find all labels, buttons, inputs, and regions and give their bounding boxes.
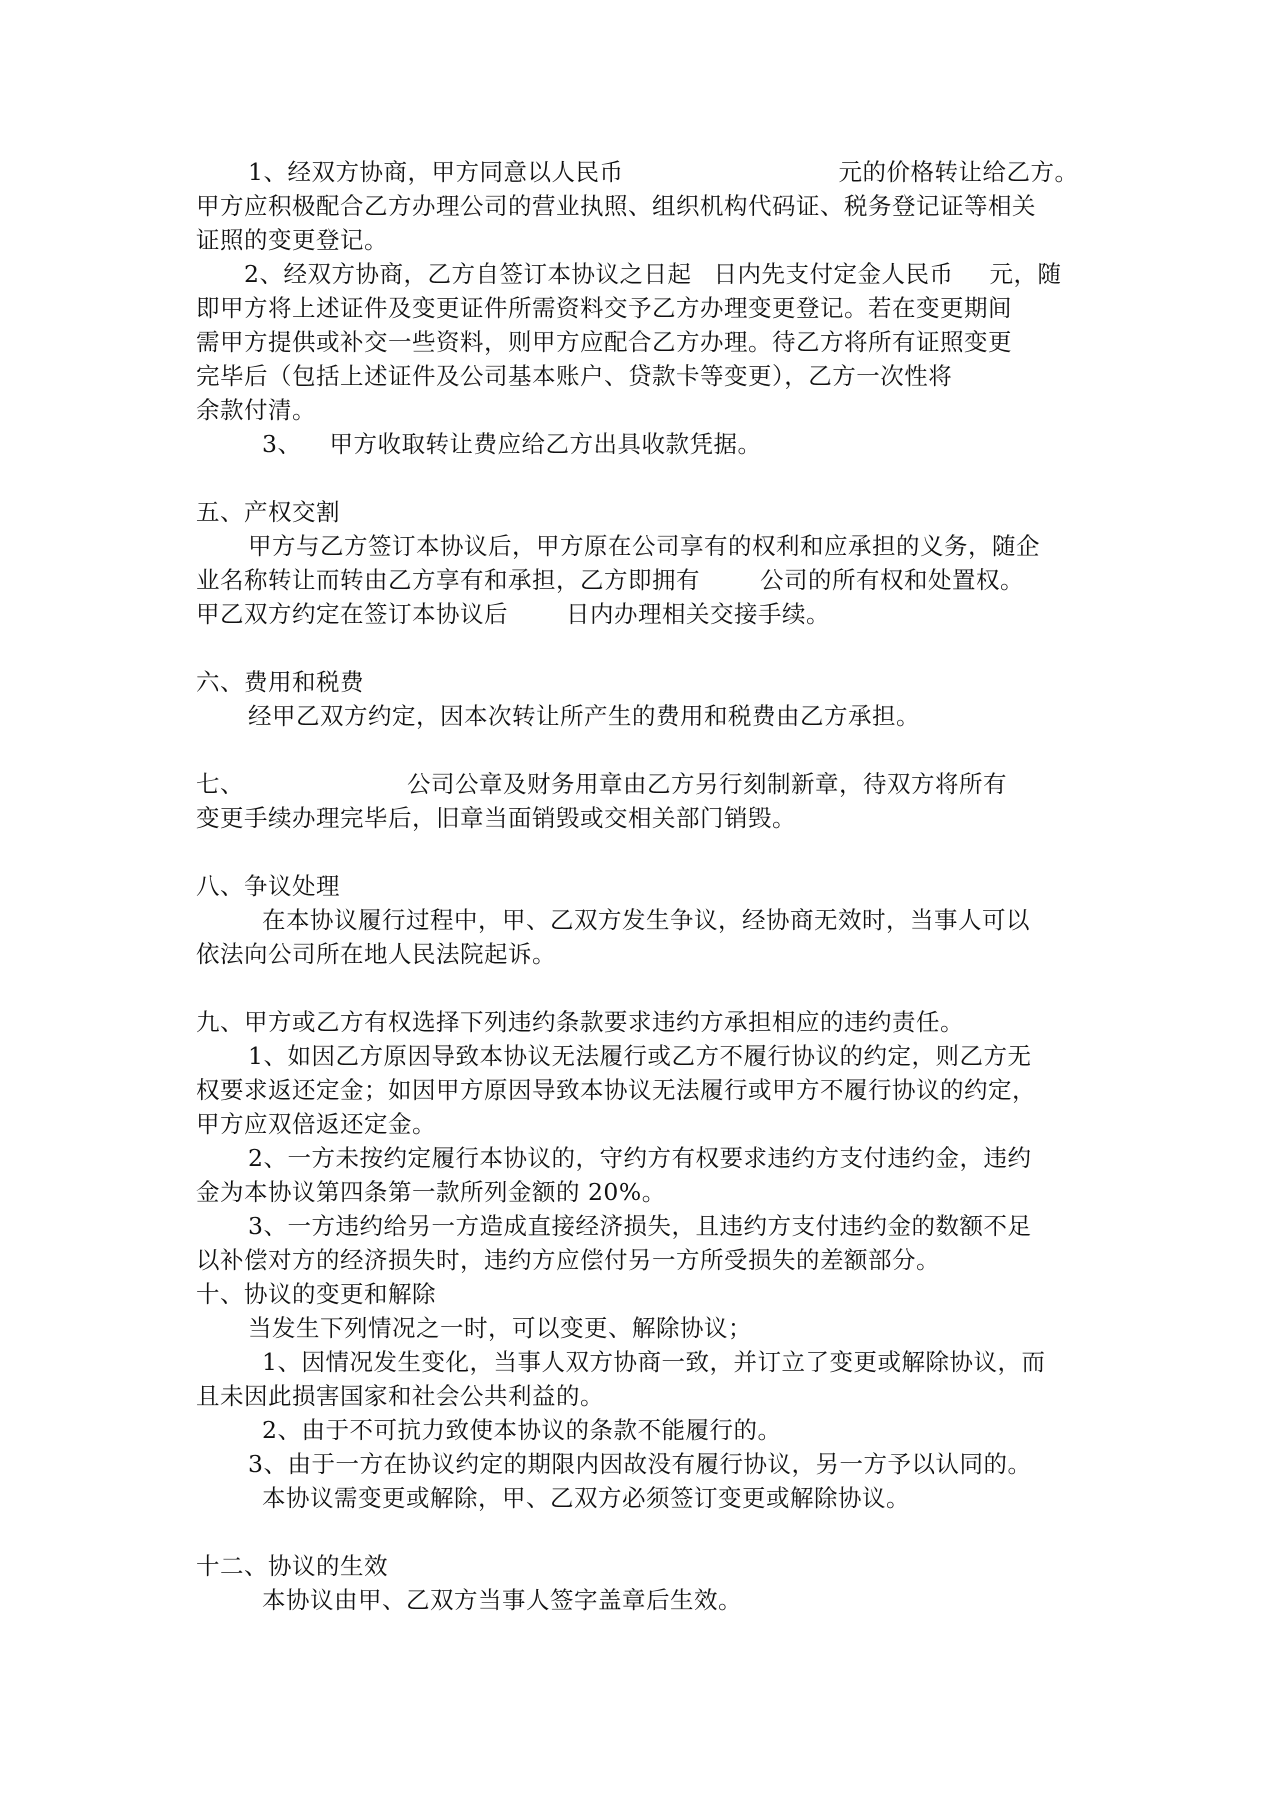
clause-text: 公司的所有权和处置权。 — [760, 566, 1024, 594]
section-5-line-3 — [196, 597, 1106, 631]
section-10-3-line-1: 3、由于一方在协议约定的期限内因故没有履行协议，另一方予以认同的。 — [248, 1450, 1032, 1478]
section-5-line-1: 甲方与乙方签订本协议后，甲方原在公司享有的权利和应承担的义务，随企 — [248, 532, 1040, 560]
clause-4-2-line-3: 需甲方提供或补交一些资料，则甲方应配合乙方办理。待乙方将所有证照变更 — [196, 328, 1012, 356]
clause-4-1-line-1 — [248, 155, 1158, 189]
clause-text: 元的价格转让给乙方。 — [838, 158, 1079, 186]
section-8-line-2: 依法向公司所在地人民法院起诉。 — [196, 940, 556, 968]
section-7-line-2: 变更手续办理完毕后，旧章当面销毁或交相关部门销毁。 — [196, 804, 796, 832]
section-5-line-2 — [196, 563, 1106, 597]
section-heading-6: 六、费用和税费 — [196, 668, 364, 696]
clause-text: 元，随 — [989, 260, 1062, 288]
section-9-1-line-2: 权要求返还定金；如因甲方原因导致本协议无法履行或甲方不履行协议的约定， — [196, 1076, 1036, 1104]
section-heading-7: 七、 — [196, 770, 244, 798]
section-9-3-line-1: 3、一方违约给另一方造成直接经济损失，且违约方支付违约金的数额不足 — [248, 1212, 1032, 1240]
clause-text: 公司公章及财务用章由乙方另行刻制新章，待双方将所有 — [407, 770, 1007, 798]
clause-number: 3、 — [262, 430, 302, 458]
section-10-1-line-1: 1、因情况发生变化，当事人双方协商一致，并订立了变更或解除协议，而 — [262, 1348, 1046, 1376]
section-10-intro: 当发生下列情况之一时，可以变更、解除协议； — [248, 1314, 752, 1342]
section-heading-5: 五、产权交割 — [196, 498, 340, 526]
clause-4-1-line-3: 证照的变更登记。 — [196, 226, 388, 254]
section-6-line-1: 经甲乙双方约定，因本次转让所产生的费用和税费由乙方承担。 — [248, 702, 920, 730]
clause-4-2-line-4: 完毕后（包括上述证件及公司基本账户、贷款卡等变更），乙方一次性将 — [196, 362, 953, 390]
section-10-note: 本协议需变更或解除，甲、乙双方必须签订变更或解除协议。 — [262, 1484, 910, 1512]
section-10-1-line-2: 且未因此损害国家和社会公共利益的。 — [196, 1382, 604, 1410]
section-heading-9: 九、甲方或乙方有权选择下列违约条款要求违约方承担相应的违约责任。 — [196, 1008, 964, 1036]
section-7-line-1 — [196, 767, 1106, 801]
clause-text: 日内办理相关交接手续。 — [566, 600, 830, 628]
clause-text: 甲方收取转让费应给乙方出具收款凭据。 — [329, 430, 762, 458]
section-9-3-line-2: 以补偿对方的经济损失时，违约方应偿付另一方所受损失的差额部分。 — [196, 1246, 940, 1274]
clause-text: 2、经双方协商，乙方自签订本协议之日起 — [244, 260, 692, 288]
clause-text: 甲乙双方约定在签订本协议后 — [196, 600, 508, 628]
section-9-2-line-2: 金为本协议第四条第一款所列金额的 20%。 — [196, 1178, 666, 1206]
clause-4-1-line-2: 甲方应积极配合乙方办理公司的营业执照、组织机构代码证、税务登记证等相关 — [196, 192, 1036, 220]
section-8-line-1: 在本协议履行过程中，甲、乙双方发生争议，经协商无效时，当事人可以 — [262, 906, 1030, 934]
clause-text: 日内先支付定金人民币 — [713, 260, 954, 288]
section-9-1-line-3: 甲方应双倍返还定金。 — [196, 1110, 436, 1138]
clause-4-2-line-5: 余款付清。 — [196, 396, 316, 424]
section-heading-8: 八、争议处理 — [196, 872, 340, 900]
section-9-2-line-1: 2、一方未按约定履行本协议的，守约方有权要求违约方支付违约金，违约 — [248, 1144, 1032, 1172]
section-heading-12: 十二、协议的生效 — [196, 1552, 388, 1580]
section-heading-10: 十、协议的变更和解除 — [196, 1280, 436, 1308]
clause-text: 业名称转让而转由乙方享有和承担，乙方即拥有 — [196, 566, 700, 594]
clause-4-3-line-1 — [262, 427, 1172, 461]
clause-text: 1、经双方协商，甲方同意以人民币 — [248, 158, 624, 186]
clause-4-2-line-1 — [244, 257, 1154, 291]
section-9-1-line-1: 1、如因乙方原因导致本协议无法履行或乙方不履行协议的约定，则乙方无 — [248, 1042, 1032, 1070]
clause-4-2-line-2: 即甲方将上述证件及变更证件所需资料交予乙方办理变更登记。若在变更期间 — [196, 294, 1012, 322]
section-10-2-line-1: 2、由于不可抗力致使本协议的条款不能履行的。 — [262, 1416, 782, 1444]
section-12-line-1: 本协议由甲、乙双方当事人签字盖章后生效。 — [262, 1586, 742, 1614]
